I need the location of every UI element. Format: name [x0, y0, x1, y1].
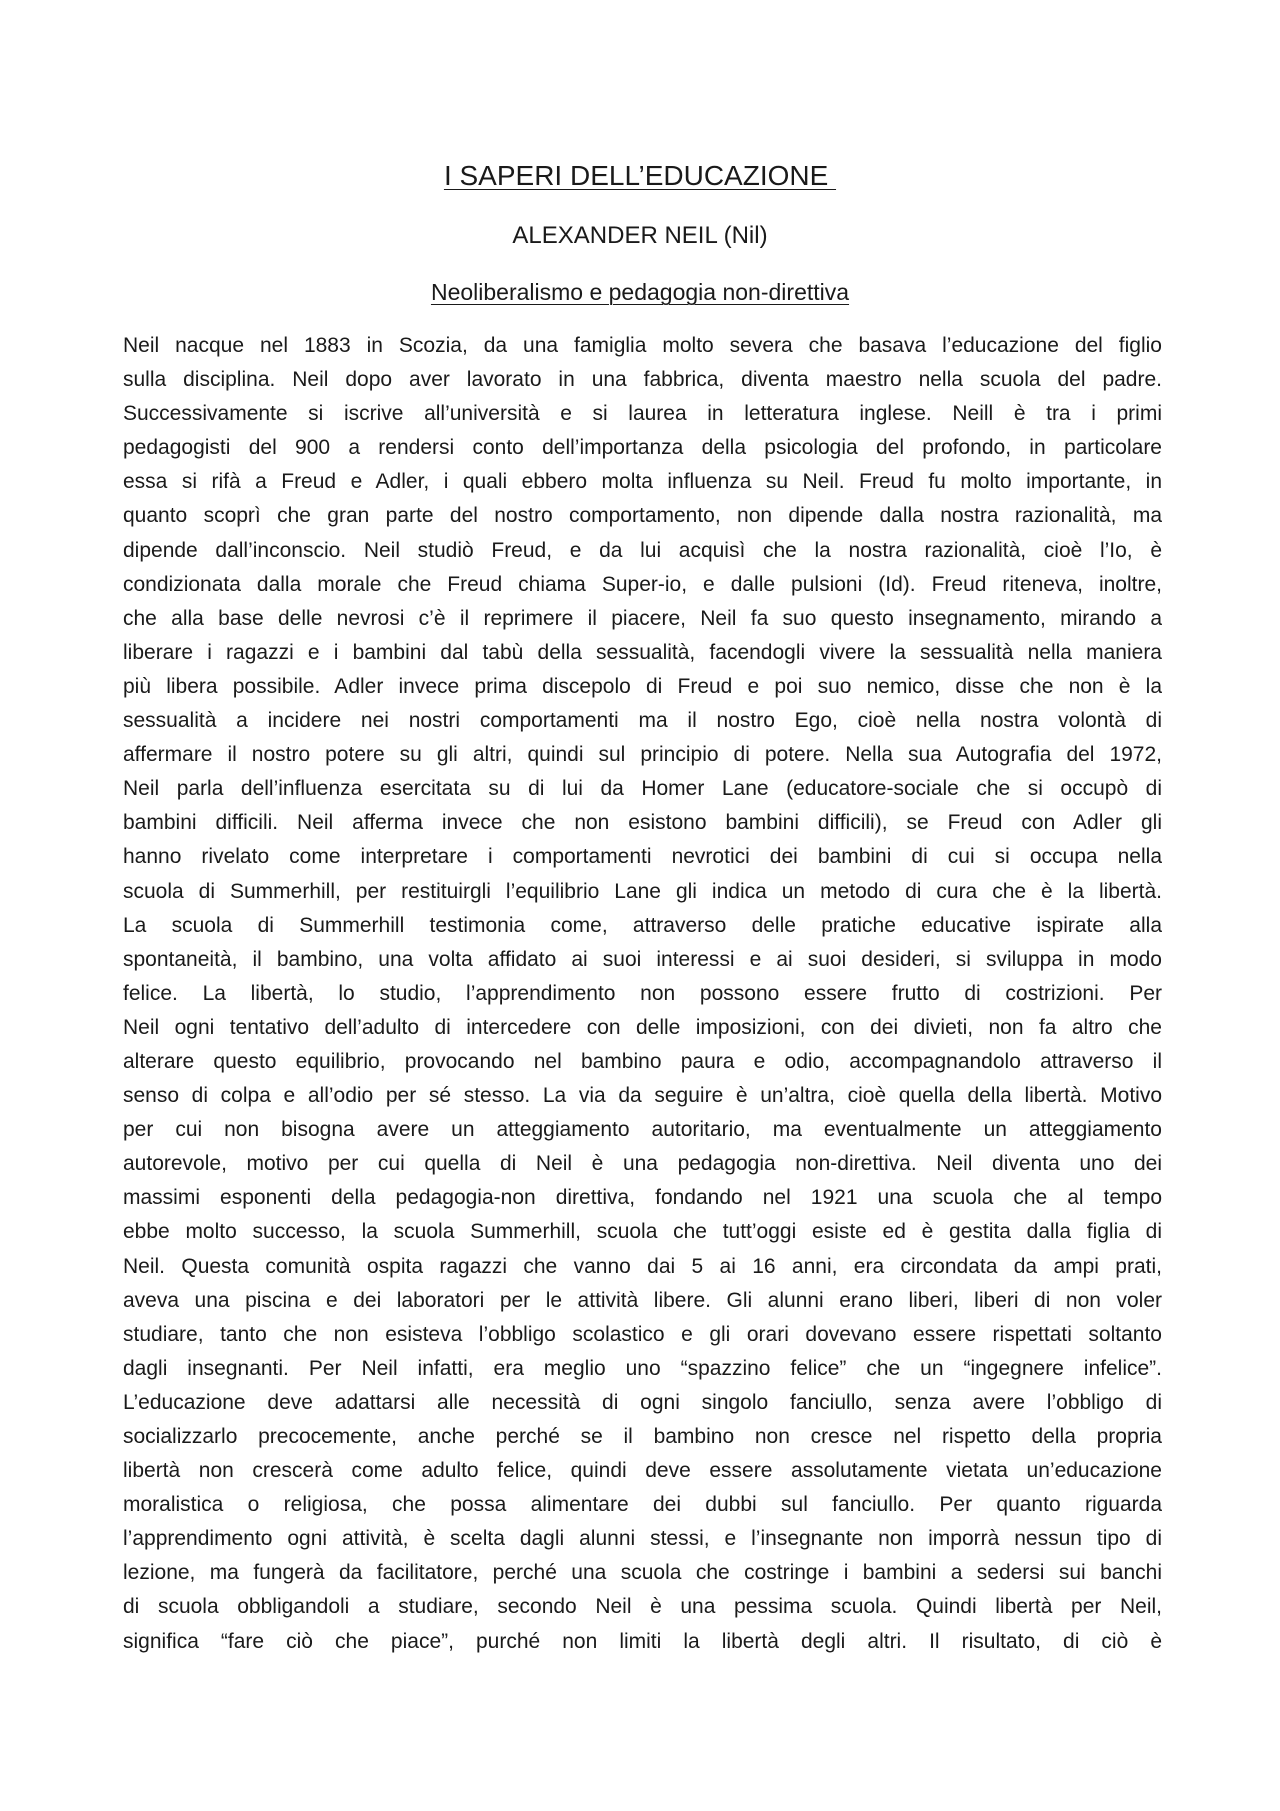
text-line: significa “fare ciò che piace”, purché non limiti la libertà degli altri. Il risultato, di ciò è	[123, 1629, 1162, 1653]
text-line: lezione, ma fungerà da facilitatore, perché una scuola che costringe i bambini a sedersi sui banchi	[123, 1561, 1162, 1585]
text-line: pedagogisti del 900 a rendersi conto dell’importanza della psicologia del profondo, in particolare	[123, 436, 1162, 460]
text-line: moralistica o religiosa, che possa alimentare dei dubbi sul fanciullo. Per quanto riguarda	[123, 1493, 1162, 1517]
text-line: studiare, tanto che non esisteva l’obbligo scolastico e gli orari dovevano essere rispettati soltanto	[123, 1322, 1162, 1346]
text-line: per cui non bisogna avere un atteggiamento autoritario, ma eventualmente un atteggiamento	[123, 1118, 1162, 1142]
text-line: autorevole, motivo per cui quella di Neil è una pedagogia non-direttiva. Neil diventa uno dei	[123, 1152, 1162, 1176]
text-line: dagli insegnanti. Per Neil infatti, era meglio uno “spazzino felice” che un “ingegnere infelice”.	[123, 1356, 1162, 1380]
text-line: alterare questo equilibrio, provocando nel bambino paura e odio, accompagnandolo attraverso il	[123, 1049, 1162, 1073]
text-line: di scuola obbligandoli a studiare, secondo Neil è una pessima scuola. Quindi libertà per Neil,	[123, 1595, 1162, 1619]
text-line: condizionata dalla morale che Freud chiama Super-io, e dalle pulsioni (Id). Freud riteneva, inoltre,	[123, 572, 1162, 596]
text-line: Neil parla dell’influenza esercitata su di lui da Homer Lane (educatore-sociale che si occupò di	[123, 777, 1162, 801]
text-line: massimi esponenti della pedagogia-non direttiva, fondando nel 1921 una scuola che al tempo	[123, 1186, 1162, 1210]
text-line: La scuola di Summerhill testimonia come, attraverso delle pratiche educative ispirate alla	[123, 913, 1162, 937]
text-line: bambini difficili. Neil afferma invece che non esistono bambini difficili), se Freud con Adler gli	[123, 811, 1162, 835]
text-line: L’educazione deve adattarsi alle necessità di ogni singolo fanciullo, senza avere l’obbligo di	[123, 1390, 1162, 1414]
text-line: Successivamente si iscrive all’università e si laurea in letteratura inglese. Neill è tra i primi	[123, 402, 1162, 426]
text-line: liberare i ragazzi e i bambini dal tabù della sessualità, facendogli vivere la sessualità nella maniera	[123, 640, 1162, 664]
text-line: libertà non crescerà come adulto felice, quindi deve essere assolutamente vietata un’educazione	[123, 1459, 1162, 1483]
text-line: essa si rifà a Freud e Adler, i quali ebbero molta influenza su Neil. Freud fu molto importante, in	[123, 470, 1162, 494]
text-line: più libera possibile. Adler invece prima discepolo di Freud e poi suo nemico, disse che non è la	[123, 674, 1162, 698]
text-line: socializzarlo precocemente, anche perché se il bambino non cresce nel rispetto della propria	[123, 1425, 1162, 1448]
body-paragraph	[123, 329, 1162, 1659]
author-heading: ALEXANDER NEIL (Nil)	[512, 222, 768, 249]
document-title: I SAPERI DELL’EDUCAZIONE	[443, 160, 837, 191]
text-line: affermare il nostro potere su gli altri, quindi sul principio di potere. Nella sua Autografia del 1972,	[123, 743, 1162, 767]
text-line: aveva una piscina e dei laboratori per le attività libere. Gli alunni erano liberi, liberi di non voler	[123, 1288, 1162, 1312]
text-line: Neil ogni tentativo dell’adulto di intercedere con delle imposizioni, con dei divieti, non fa altro che	[123, 1015, 1162, 1039]
text-line: sulla disciplina. Neil dopo aver lavorato in una fabbrica, diventa maestro nella scuola del padre.	[123, 368, 1162, 392]
text-line: hanno rivelato come interpretare i comportamenti nevrotici dei bambini di cui si occupa nella	[123, 845, 1162, 869]
section-subtitle: Neoliberalismo e pedagogia non-direttiva	[430, 279, 850, 305]
text-line: spontaneità, il bambino, una volta affidato ai suoi interessi e ai suoi desideri, si sviluppa in modo	[123, 947, 1162, 971]
text-line: ebbe molto successo, la scuola Summerhill, scuola che tutt’oggi esiste ed è gestita dalla figlia di	[123, 1220, 1162, 1244]
text-line: sessualità a incidere nei nostri comportamenti ma il nostro Ego, cioè nella nostra volontà di	[123, 709, 1162, 733]
text-line: senso di colpa e all’odio per sé stesso. La via da seguire è un’altra, cioè quella della libertà. Motivo	[123, 1084, 1162, 1108]
text-line: quanto scoprì che gran parte del nostro comportamento, non dipende dalla nostra razionalità, ma	[123, 504, 1162, 528]
text-line: che alla base delle nevrosi c’è il reprimere il piacere, Neil fa suo questo insegnamento, mirando a	[123, 606, 1162, 630]
text-line: Neil nacque nel 1883 in Scozia, da una famiglia molto severa che basava l’educazione del figlio	[123, 334, 1162, 357]
text-line: felice. La libertà, lo studio, l’apprendimento non possono essere frutto di costrizioni. Per	[123, 981, 1162, 1005]
text-line: dipende dall’inconscio. Neil studiò Freud, e da lui acquisì che la nostra razionalità, cioè l’Io, è	[123, 538, 1162, 562]
text-line: Neil. Questa comunità ospita ragazzi che vanno dai 5 ai 16 anni, era circondata da ampi prati,	[123, 1254, 1162, 1278]
text-line: l’apprendimento ogni attività, è scelta dagli alunni stessi, e l’insegnante non imporrà nessun tipo di	[123, 1527, 1162, 1551]
text-line: scuola di Summerhill, per restituirgli l’equilibrio Lane gli indica un metodo di cura che è la libertà.	[123, 879, 1162, 903]
